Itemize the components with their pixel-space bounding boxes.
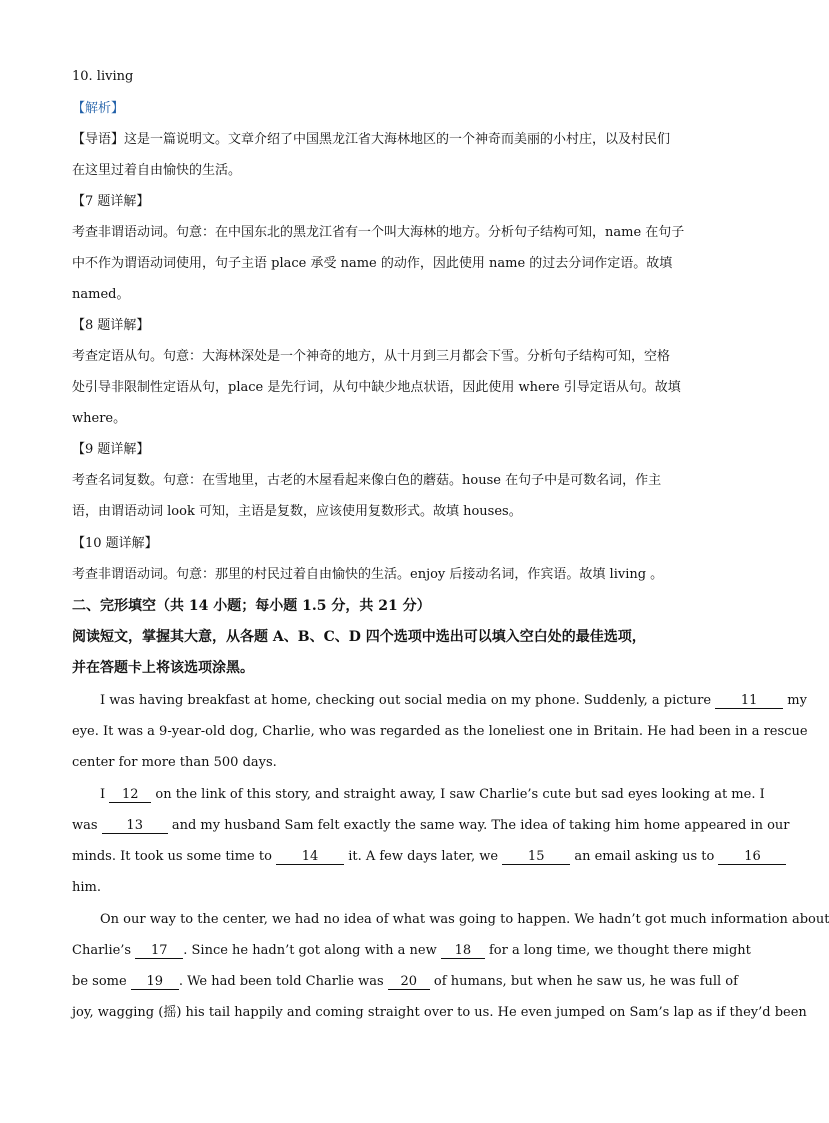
section2-instructions-1: 阅读短文，掌握其大意，从各题 A、B、C、D 四个选项中选出可以填入空白处的最佳选项，	[72, 629, 646, 645]
blank-19: 19	[131, 975, 179, 990]
q7-line-3: named。	[72, 287, 130, 302]
passage-line: Charlie’s 17 . Since he hadn’t got along with a new 18 for a long time, we thought there might	[72, 943, 751, 958]
passage-line: minds. It took us some time to 14 it. A few days later, we 15 an email asking us to 16	[72, 848, 786, 866]
analysis-heading: 【解析】	[72, 101, 125, 116]
guide-line-1: 【导语】这是一篇说明文。文章介绍了中国黑龙江省大海林地区的一个神奇而美丽的小村庄，以及村民们	[72, 132, 671, 147]
q10-line-1: 考查非谓语动词。句意：那里的村民过着自由愉快的生活。enjoy 后接动名词，作宾语。故填 living 。	[72, 567, 664, 582]
blank-14: 14	[276, 850, 344, 865]
q8-line-3: where。	[72, 411, 127, 426]
guide-line-2: 在这里过着自由愉快的生活。	[72, 163, 242, 178]
passage-line: center for more than 500 days.	[72, 755, 277, 770]
q9-line-1: 考查名词复数。句意：在雪地里，古老的木屋看起来像白色的蘑菇。house 在句子中是可数名词，作主	[72, 473, 662, 488]
passage-line: him.	[72, 880, 101, 895]
blank-15: 15	[502, 850, 570, 865]
answer-line: 10. living	[72, 69, 134, 84]
passage-line: I 12 on the link of this story, and straight away, I saw Charlie’s cute but sad eyes looking at me. I	[100, 787, 765, 802]
blank-18: 18	[441, 944, 485, 959]
blank-12: 12	[109, 788, 151, 803]
q10-heading: 【10 题详解】	[72, 536, 158, 551]
blank-13: 13	[102, 819, 168, 834]
section2-instructions-2: 并在答题卡上将该选项涂黑。	[72, 660, 254, 676]
blank-17: 17	[135, 944, 183, 959]
passage-line: joy, wagging (摇) his tail happily and coming straight over to us. He even jumped on Sam’s lap as if they’d been	[72, 1005, 807, 1020]
blank-16: 16	[718, 850, 786, 865]
passage-line: eye. It was a 9-year-old dog, Charlie, who was regarded as the loneliest one in Britain. He had been in a rescue	[72, 724, 808, 739]
q7-line-2: 中不作为谓语动词使用，句子主语 place 承受 name 的动作，因此使用 name 的过去分词作定语。故填	[72, 256, 673, 271]
section2-title: 二、完形填空（共 14 小题；每小题 1.5 分，共 21 分）	[72, 598, 431, 614]
passage-line: I was having breakfast at home, checking out social media on my phone. Suddenly, a picture 11 my	[100, 693, 807, 708]
q8-heading: 【8 题详解】	[72, 318, 150, 333]
passage-line: On our way to the center, we had no idea of what was going to happen. We hadn’t got much information about	[100, 912, 829, 927]
blank-11: 11	[715, 694, 783, 709]
q8-line-1: 考查定语从句。句意：大海林深处是一个神奇的地方，从十月到三月都会下雪。分析句子结构可知，空格	[72, 349, 671, 364]
blank-20: 20	[388, 975, 430, 990]
q7-heading: 【7 题详解】	[72, 194, 150, 209]
q8-line-2: 处引导非限制性定语从句，place 是先行词，从句中缺少地点状语，因此使用 where 引导定语从句。故填	[72, 380, 681, 395]
q9-heading: 【9 题详解】	[72, 442, 150, 457]
passage-line: be some 19 . We had been told Charlie was 20 of humans, but when he saw us, he was full of	[72, 974, 738, 989]
q9-line-2: 语，由谓语动词 look 可知，主语是复数，应该使用复数形式。故填 houses。	[72, 504, 522, 519]
q7-line-1: 考查非谓语动词。句意：在中国东北的黑龙江省有一个叫大海林的地方。分析句子结构可知，name 在句子	[72, 225, 685, 240]
passage-line: was 13 and my husband Sam felt exactly the same way. The idea of taking him home appeared in our	[72, 818, 790, 833]
